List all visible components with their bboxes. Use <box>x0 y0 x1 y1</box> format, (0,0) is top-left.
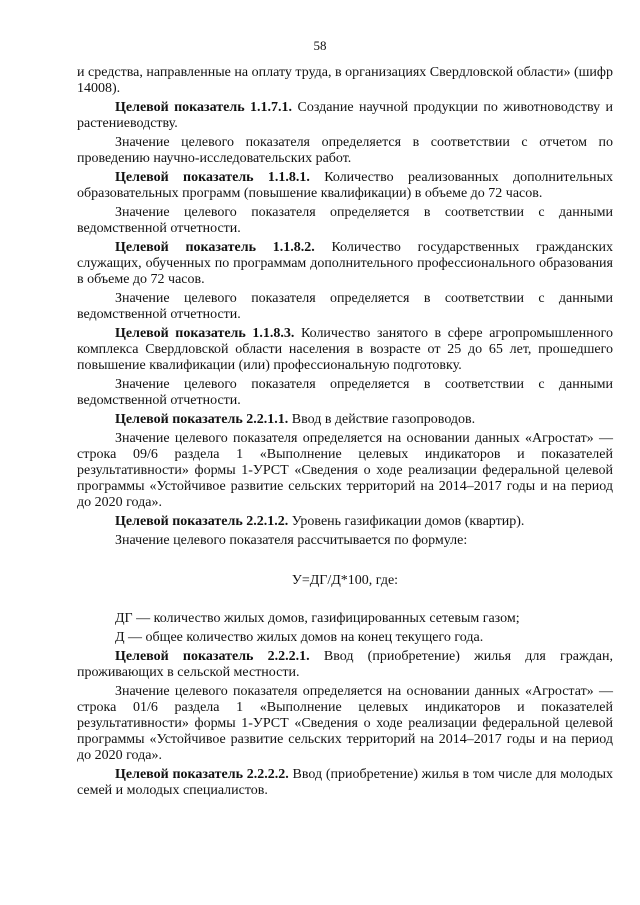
indicator-label: Целевой показатель 2.2.2.2. <box>115 767 289 782</box>
paragraph: Значение целевого показателя определяется в соответствии с данными ведомственной отчетности. <box>77 291 613 322</box>
paragraph: и средства, направленные на оплату труда, в организациях Свердловской области» (шифр 14008). <box>77 65 613 96</box>
paragraph: Целевой показатель 2.2.2.1. Ввод (приобретение) жилья для граждан, проживающих в сельской местности. <box>77 649 613 680</box>
page-number: 58 <box>313 38 327 53</box>
paragraph: Значение целевого показателя определяется в соответствии с отчетом по проведению научно-исследовательских работ. <box>77 135 613 166</box>
paragraph: Целевой показатель 2.2.2.2. Ввод (приобретение) жилья в том числе для молодых семей и молодых специалистов. <box>77 767 613 798</box>
indicator-label: Целевой показатель 2.2.1.1. <box>115 412 289 427</box>
paragraph: Целевой показатель 2.2.1.1. Ввод в действие газопроводов. <box>115 412 476 427</box>
formula: У=ДГ/Д*100, где: <box>291 573 399 588</box>
indicator-label: Целевой показатель 2.2.2.1. <box>115 649 310 664</box>
paragraph: Значение целевого показателя определяется на основании данных «Агростат» — строка 09/6 раздела 1 «Выполнение целевых индикаторов и показателей результативности» формы 1-УРСТ «Сведения о ходе реализации федеральной целевой программы «Устойчивое развитие сельских территорий на 2014–2017 годы и на период до 2020 года». <box>77 431 613 510</box>
paragraph: Целевой показатель 1.1.7.1. Создание научной продукции по животноводству и растениеводству. <box>77 100 613 131</box>
paragraph: Целевой показатель 1.1.8.3. Количество занятого в сфере агропромышленного комплекса Свердловской области населения в возрасте от 25 до 65 лет, прошедшего повышение квалификации (или) профессиональную подготовку. <box>77 326 613 373</box>
indicator-label: Целевой показатель 1.1.8.1. <box>115 170 310 185</box>
paragraph: Д — общее количество жилых домов на конец текущего года. <box>115 630 484 645</box>
indicator-label: Целевой показатель 1.1.8.3. <box>115 326 295 341</box>
paragraph: Целевой показатель 1.1.8.1. Количество реализованных дополнительных образовательных программ (повышение квалификации) в объеме до 72 часов. <box>77 170 613 201</box>
paragraph: Целевой показатель 1.1.8.2. Количество государственных гражданских служащих, обученных по программам дополнительного профессионального образования в объеме до 72 часов. <box>77 240 613 287</box>
indicator-label: Целевой показатель 2.2.1.2. <box>115 514 289 529</box>
body-text <box>77 65 613 802</box>
indicator-label: Целевой показатель 1.1.7.1. <box>115 100 293 115</box>
paragraph: Значение целевого показателя определяется в соответствии с данными ведомственной отчетности. <box>77 377 613 408</box>
paragraph: Значение целевого показателя определяется на основании данных «Агростат» — строка 01/6 раздела 1 «Выполнение целевых индикаторов и показателей результативности» формы 1-УРСТ «Сведения о ходе реализации федеральной целевой программы «Устойчивое развитие сельских территорий на 2014–2017 годы и на период до 2020 года». <box>77 684 613 763</box>
paragraph: ДГ — количество жилых домов, газифицированных сетевым газом; <box>115 611 520 626</box>
paragraph: Целевой показатель 2.2.1.2. Уровень газификации домов (квартир). <box>115 514 525 529</box>
paragraph: Значение целевого показателя определяется в соответствии с данными ведомственной отчетности. <box>77 205 613 236</box>
indicator-label: Целевой показатель 1.1.8.2. <box>115 240 315 255</box>
paragraph: Значение целевого показателя рассчитывается по формуле: <box>115 533 468 548</box>
